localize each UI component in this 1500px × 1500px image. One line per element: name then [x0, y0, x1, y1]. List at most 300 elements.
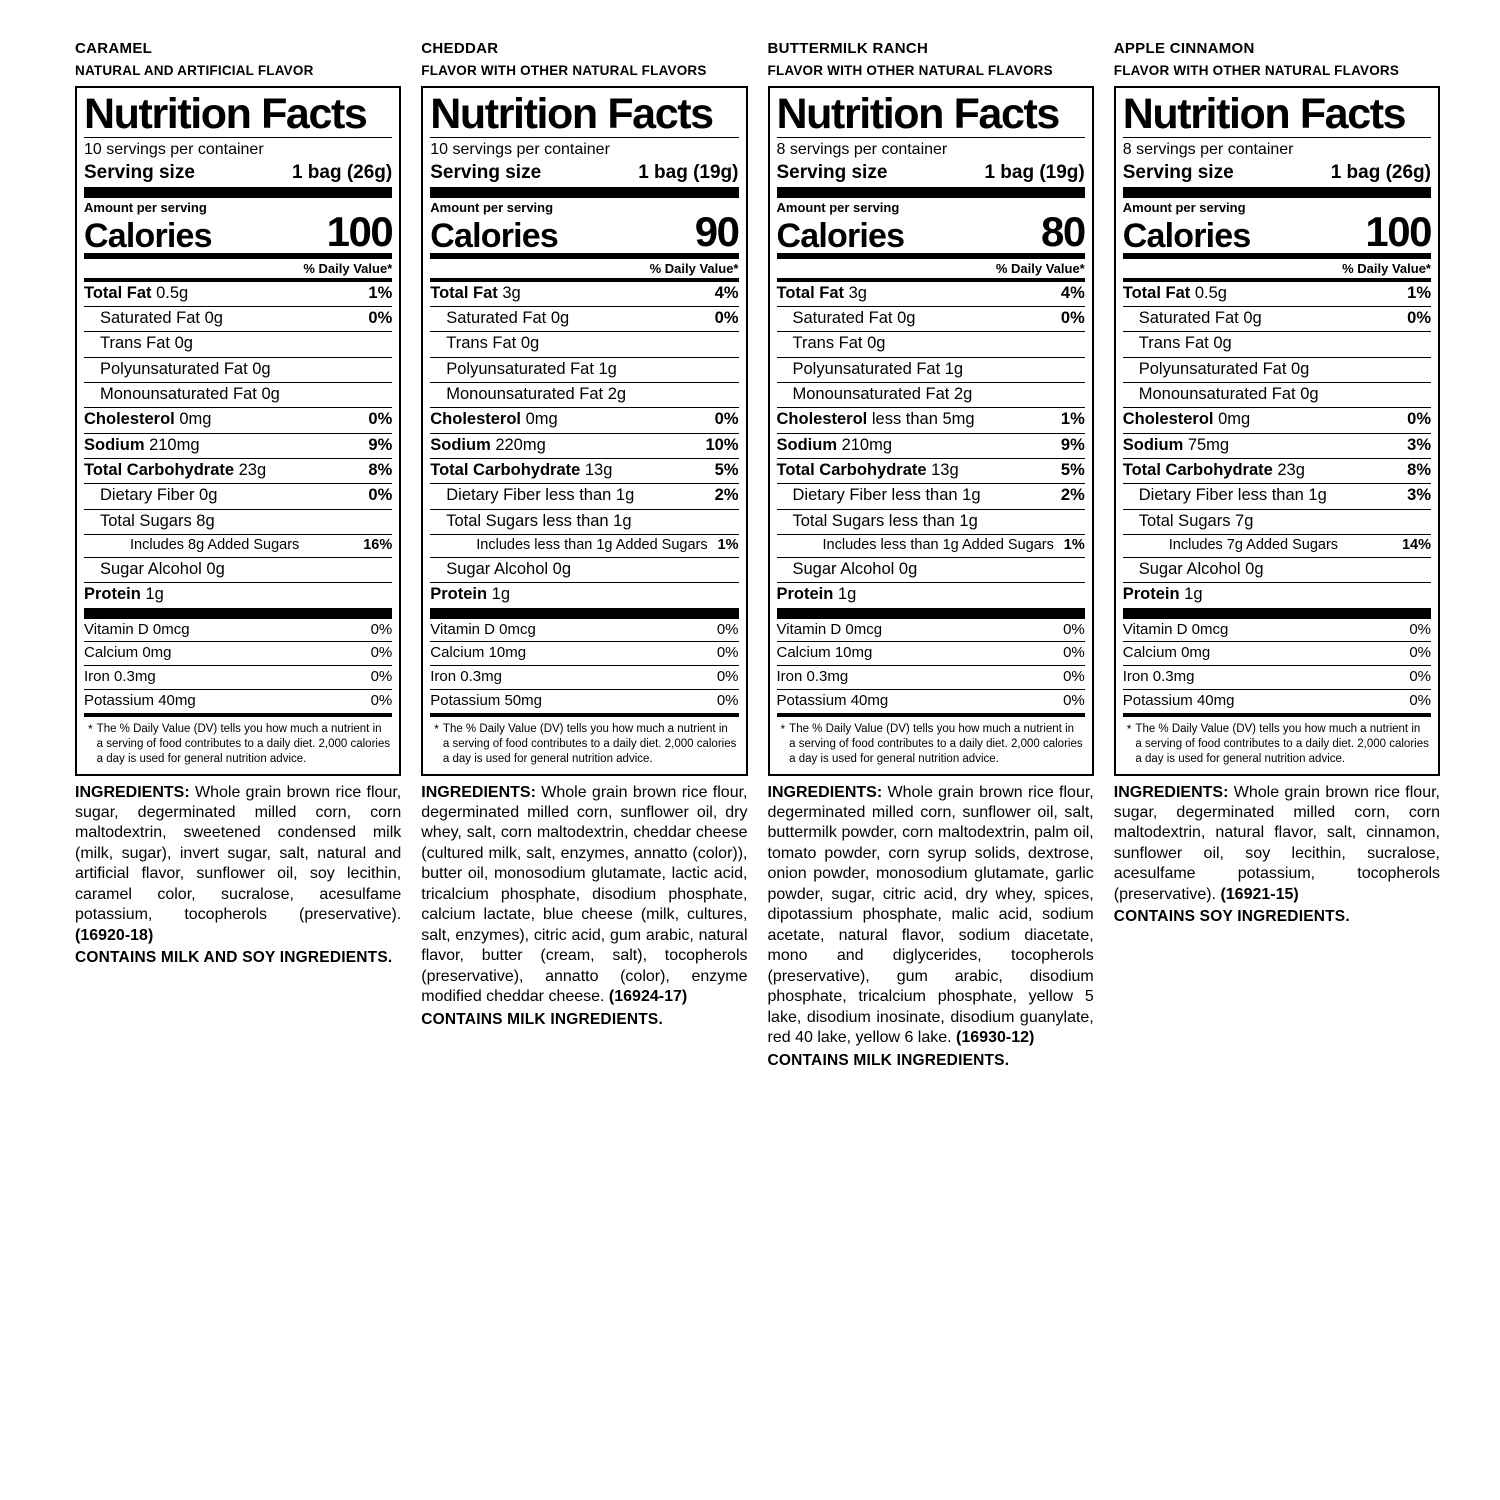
nutrient-name: Polyunsaturated Fat — [792, 359, 941, 378]
vitamin-row — [430, 619, 738, 642]
vitamin-daily-value: 0% — [1063, 668, 1085, 686]
vitamin-row — [777, 665, 1085, 689]
vitamin-label: Iron 0.3mg — [430, 668, 502, 686]
nutrient-row — [84, 534, 392, 557]
nutrient-daily-value: 4% — [714, 283, 739, 302]
serving-size-row — [430, 161, 738, 187]
nutrient-name: Protein — [84, 585, 141, 604]
nutrient-row — [777, 557, 1085, 582]
nutrient-amount: 0g — [199, 309, 223, 328]
daily-value-header: % Daily Value* — [649, 260, 739, 276]
calories-value: 100 — [1365, 207, 1431, 255]
nutrient-amount: 0g — [1286, 359, 1310, 378]
nutrient-name: Sodium — [430, 435, 491, 454]
vitamin-daily-value: 0% — [1063, 691, 1085, 709]
divider-thick — [430, 187, 738, 198]
ingredients-block — [421, 783, 747, 1008]
ingredients-text: Whole grain brown rice flour, sugar, degerminated milled corn, corn maltodextrin, natural flavor, salt, cinnamon, sunflower oil, soy lecithin, sucralose, acesulfame potassium, tocopherols (preservative). — [1113, 783, 1440, 903]
nutrient-row — [430, 331, 738, 356]
vitamin-daily-value: 0% — [1409, 644, 1431, 662]
nutrient-row — [1123, 534, 1431, 557]
calories-label: Calories — [84, 216, 212, 255]
serving-size-value: 1 bag (19g) — [638, 161, 739, 183]
nutrient-label — [777, 310, 922, 327]
calories-value: 100 — [326, 207, 393, 255]
nutrient-label — [84, 335, 199, 352]
vitamin-row — [777, 619, 1085, 642]
nutrient-amount: 0g — [1240, 560, 1264, 579]
nutrient-name: Includes less than 1g Added Sugars — [476, 536, 708, 553]
nutrient-daily-value: 8% — [1407, 460, 1431, 479]
nutrient-daily-value: 3% — [1407, 435, 1431, 454]
nutrient-amount: 0g — [516, 334, 540, 353]
nutrient-amount: 23g — [1272, 460, 1305, 479]
contains-statement: CONTAINS MILK AND SOY INGREDIENTS. — [75, 949, 393, 967]
nutrient-name: Trans Fat — [792, 334, 863, 353]
nutrient-amount: 1g — [487, 585, 511, 604]
nutrition-panel — [75, 40, 401, 967]
asterisk-icon: * — [434, 721, 439, 736]
nutrient-name: Total Fat — [776, 283, 845, 302]
nutrient-amount: 1g — [833, 585, 857, 604]
nutrient-amount: 0g — [1295, 385, 1319, 403]
ingredients-block — [75, 783, 401, 947]
nutrient-amount: less than 1g — [540, 486, 635, 505]
vitamin-daily-value: 0% — [716, 620, 739, 638]
serving-size-label: Serving size — [430, 161, 542, 183]
nutrient-name: Sodium — [776, 435, 837, 454]
vitamin-row — [84, 665, 392, 689]
nutrient-daily-value: 0% — [368, 486, 393, 505]
nutrient-label — [430, 561, 577, 578]
vitamin-daily-value: 0% — [1409, 620, 1431, 638]
nutrient-row — [84, 357, 392, 382]
footnote-text: The % Daily Value (DV) tells you how much a nutrient in a serving of food contributes to a daily diet. 2,000 calories a day is used for general nutrition advice. — [96, 722, 391, 765]
daily-value-footnote — [84, 717, 392, 770]
nutrient-daily-value: 0% — [368, 410, 393, 429]
nutrient-label — [84, 561, 231, 578]
nutrient-daily-value: 14% — [1401, 536, 1431, 553]
footnote-text: The % Daily Value (DV) tells you how much a nutrient in a serving of food contributes to a daily diet. 2,000 calories a day is used for general nutrition advice. — [442, 722, 737, 765]
contains-statement: CONTAINS MILK INGREDIENTS. — [421, 1010, 663, 1028]
nutrient-label — [430, 487, 640, 504]
nutrient-row — [430, 509, 738, 534]
nutrient-row — [1123, 357, 1431, 382]
vitamin-row — [777, 641, 1085, 665]
ingredients-code: (16920-18) — [75, 926, 154, 944]
nutrient-name: Sodium — [1122, 435, 1184, 454]
nutrient-daily-value: 1% — [717, 536, 739, 553]
flavor-subtitle: FLAVOR WITH OTHER NATURAL FLAVORS — [767, 62, 1053, 78]
flavor-subtitle: NATURAL AND ARTIFICIAL FLAVOR — [75, 62, 314, 78]
nutrient-label — [777, 285, 873, 302]
ingredients-code: (16930-12) — [956, 1029, 1035, 1047]
daily-value-header: % Daily Value* — [995, 260, 1085, 276]
nutrient-name: Trans Fat — [1138, 334, 1209, 353]
nutrient-label — [1123, 361, 1316, 378]
nutrient-row — [84, 433, 392, 458]
nutrient-label — [430, 335, 545, 352]
nutrient-label — [777, 538, 1060, 553]
ingredients-text: Whole grain brown rice flour, sugar, degerminated milled corn, corn maltodextrin, sweetened condensed milk (milk, sugar), invert sugar, salt, natural and artificial flavor, sunflower oil, soy lecithin, caramel color, sucralose, acesulfame potassium, tocopherols (preservative). — [75, 783, 402, 924]
nutrient-name: Polyunsaturated Fat — [1138, 359, 1287, 378]
contains-statement: CONTAINS SOY INGREDIENTS. — [1113, 908, 1350, 926]
nutrient-name: Sugar Alcohol — [792, 560, 895, 579]
nutrient-daily-value: 0% — [1060, 309, 1085, 328]
nutrient-row — [1123, 458, 1431, 483]
vitamin-daily-value: 0% — [716, 644, 739, 662]
serving-size-label: Serving size — [776, 161, 888, 183]
asterisk-icon: * — [780, 721, 786, 736]
nutrient-name: Total Fat — [1122, 283, 1191, 302]
daily-value-footnote — [777, 717, 1085, 770]
vitamin-label: Potassium 40mg — [776, 691, 889, 709]
nutrient-daily-value: 0% — [1407, 309, 1431, 328]
vitamin-label: Potassium 40mg — [84, 691, 196, 709]
nutrient-row — [430, 458, 738, 483]
nutrient-amount: 7g — [1230, 511, 1254, 530]
nutrient-name: Dietary Fiber — [446, 486, 541, 505]
nutrient-daily-value: 5% — [714, 460, 739, 479]
vitamin-label: Vitamin D 0mcg — [84, 620, 190, 638]
nutrient-name: Protein — [1122, 585, 1180, 604]
vitamin-label: Vitamin D 0mcg — [430, 620, 536, 638]
vitamin-label: Vitamin D 0mcg — [1122, 620, 1229, 638]
nutrient-amount: 220mg — [490, 435, 546, 454]
nutrient-amount: 23g — [234, 460, 267, 479]
amount-per-serving-label: Amount per serving — [430, 199, 554, 215]
nutrient-name: Total Sugars — [446, 511, 538, 530]
nutrient-name: Sugar Alcohol — [446, 560, 549, 579]
nutrient-amount: less than 1g — [884, 511, 978, 530]
serving-size-row — [777, 161, 1085, 187]
nutrient-name: Monounsaturated Fat — [446, 385, 604, 403]
nutrient-row — [1123, 331, 1431, 356]
nutrient-daily-value: 0% — [714, 309, 739, 328]
nutrient-daily-value: 3% — [1407, 486, 1431, 505]
nutrient-amount: 13g — [926, 460, 959, 479]
vitamin-daily-value: 0% — [370, 644, 393, 662]
nutrition-facts-title: Nutrition Facts — [776, 89, 1059, 138]
ingredients-block — [1114, 783, 1440, 906]
nutrition-facts-title: Nutrition Facts — [430, 89, 713, 138]
vitamin-row — [1123, 619, 1431, 642]
vitamin-row — [430, 665, 738, 689]
nutrient-amount: 2g — [603, 385, 627, 403]
nutrient-label — [84, 586, 170, 603]
ingredients-heading: INGREDIENTS: — [75, 783, 195, 801]
vitamin-daily-value: 0% — [370, 691, 393, 709]
vitamin-daily-value: 0% — [716, 691, 739, 709]
nutrient-name: Cholesterol — [84, 410, 175, 429]
nutrient-amount: 0g — [894, 560, 918, 579]
nutrient-row — [430, 357, 738, 382]
vitamin-daily-value: 0% — [1409, 668, 1431, 686]
nutrient-daily-value: 1% — [368, 283, 393, 302]
ingredients-heading: INGREDIENTS: — [767, 783, 888, 801]
nutrition-panel — [421, 40, 747, 1029]
nutrient-amount: 0g — [247, 359, 271, 378]
vitamin-row — [84, 689, 392, 713]
nutrition-facts-box — [1114, 86, 1440, 776]
nutrient-row — [777, 357, 1085, 382]
nutrient-label — [1123, 310, 1268, 327]
nutrient-amount: less than 1g — [537, 511, 632, 530]
ingredients-text: Whole grain brown rice flour, degerminated milled corn, sunflower oil, dry whey, salt, corn maltodextrin, cheddar cheese (cultured milk, salt, enzymes, annatto (color)), butter oil, monosodium glutamate, lactic acid, tricalcium phosphate, disodium phosphate, calcium lactate, blue cheese (milk, cultures, salt, enzymes), citric acid, gum arabic, natural flavor, butter (cream, salt), tocopherols (preservative), annatto (color), enzyme modified cheddar cheese. — [421, 783, 748, 1006]
ingredients-heading: INGREDIENTS: — [421, 783, 542, 801]
nutrient-name: Polyunsaturated Fat — [100, 359, 248, 378]
contains-statement: CONTAINS MILK INGREDIENTS. — [767, 1051, 1010, 1069]
nutrient-amount: less than 5mg — [867, 410, 975, 429]
calories-label: Calories — [1122, 216, 1251, 255]
vitamin-label: Calcium 0mg — [84, 644, 172, 662]
nutrient-name: Monounsaturated Fat — [100, 385, 257, 403]
nutrient-daily-value: 9% — [1060, 435, 1085, 454]
nutrient-label — [777, 462, 965, 479]
nutrient-row — [430, 433, 738, 458]
vitamin-label: Calcium 10mg — [430, 644, 527, 662]
nutrient-name: Includes less than 1g Added Sugars — [822, 536, 1054, 553]
vitamin-label: Calcium 10mg — [776, 644, 873, 662]
serving-size-row — [84, 161, 392, 187]
calories-value: 80 — [1041, 207, 1085, 255]
nutrient-name: Protein — [776, 585, 834, 604]
nutrient-label — [777, 487, 987, 504]
flavor-name: CARAMEL — [75, 40, 153, 57]
nutrient-label — [430, 411, 563, 428]
nutrient-name: Dietary Fiber — [1138, 486, 1234, 505]
nutrient-name: Total Carbohydrate — [430, 460, 581, 479]
vitamin-daily-value: 0% — [1409, 691, 1431, 709]
nutrient-row — [1123, 407, 1431, 432]
nutrient-row — [430, 278, 738, 306]
nutrient-daily-value: 0% — [714, 410, 739, 429]
nutrient-label — [777, 437, 899, 454]
nutrient-row — [84, 483, 392, 508]
nutrient-row — [1123, 557, 1431, 582]
nutrient-label — [430, 586, 516, 603]
nutrient-row — [1123, 433, 1431, 458]
nutrient-row — [430, 582, 738, 607]
nutrient-row — [777, 483, 1085, 508]
calories-value: 90 — [694, 207, 739, 255]
nutrient-amount: 0g — [546, 309, 570, 328]
servings-per-container: 8 servings per container — [776, 140, 948, 158]
nutrient-label — [1123, 437, 1235, 454]
divider-thick — [84, 608, 392, 619]
nutrient-name: Trans Fat — [446, 334, 517, 353]
vitamin-daily-value: 0% — [370, 620, 393, 638]
nutrient-amount: 0g — [201, 560, 225, 579]
divider-thick — [1123, 608, 1431, 619]
nutrient-row — [1123, 382, 1431, 407]
nutrient-name: Saturated Fat — [1138, 309, 1239, 328]
nutrient-label — [1123, 411, 1256, 428]
vitamin-label: Calcium 0mg — [1122, 644, 1211, 662]
nutrient-daily-value: 1% — [1407, 283, 1431, 302]
nutrition-facts-box — [421, 86, 747, 776]
nutrient-label — [1123, 586, 1209, 603]
nutrient-amount: 0g — [1238, 309, 1262, 328]
nutrient-row — [777, 509, 1085, 534]
asterisk-icon: * — [1126, 721, 1132, 736]
vitamin-daily-value: 0% — [1063, 644, 1085, 662]
serving-size-row — [1123, 161, 1431, 187]
nutrient-label — [777, 561, 924, 578]
nutrient-amount: 1g — [140, 585, 164, 604]
nutrient-label — [1123, 513, 1260, 530]
nutrient-name: Cholesterol — [1122, 410, 1214, 429]
nutrient-label — [1123, 386, 1325, 403]
nutrient-label — [430, 538, 713, 553]
flavor-subtitle: FLAVOR WITH OTHER NATURAL FLAVORS — [1113, 62, 1400, 78]
nutrient-amount: 0g — [548, 560, 572, 579]
nutrient-row — [777, 331, 1085, 356]
nutrient-label — [84, 487, 223, 504]
nutrient-amount: 3g — [497, 283, 521, 302]
nutrient-row — [1123, 509, 1431, 534]
nutrient-amount: 0g — [194, 486, 218, 505]
nutrient-amount: 0mg — [174, 410, 212, 429]
nutrient-row — [777, 458, 1085, 483]
nutrient-name: Protein — [430, 585, 488, 604]
nutrient-label — [430, 462, 618, 479]
nutrition-facts-title: Nutrition Facts — [84, 89, 367, 138]
nutrient-name: Total Carbohydrate — [1122, 460, 1273, 479]
nutrient-label — [84, 462, 272, 479]
nutrient-amount: less than 1g — [1233, 486, 1327, 505]
nutrient-label — [84, 538, 305, 553]
daily-value-header: % Daily Value* — [303, 260, 393, 276]
nutrient-amount: less than 1g — [886, 486, 981, 505]
nutrient-amount: 0g — [892, 309, 916, 328]
nutrient-amount: 3g — [844, 283, 867, 302]
nutrient-name: Cholesterol — [430, 410, 522, 429]
nutrient-amount: 75mg — [1183, 435, 1230, 454]
servings-per-container: 10 servings per container — [430, 140, 610, 158]
nutrient-amount: 0.5g — [1190, 283, 1227, 302]
nutrient-amount: 0g — [1208, 334, 1232, 353]
nutrient-row — [1123, 278, 1431, 306]
nutrient-row — [430, 382, 738, 407]
nutrient-row — [430, 407, 738, 432]
nutrient-daily-value: 10% — [705, 435, 739, 454]
flavor-subtitle: FLAVOR WITH OTHER NATURAL FLAVORS — [421, 62, 707, 78]
nutrient-daily-value: 0% — [1407, 410, 1431, 429]
nutrient-daily-value: 9% — [368, 435, 393, 454]
nutrient-amount: 1g — [593, 359, 617, 378]
footnote-text: The % Daily Value (DV) tells you how much a nutrient in a serving of food contributes to a daily diet. 2,000 calories a day is used for general nutrition advice. — [789, 722, 1083, 765]
nutrition-facts-box — [768, 86, 1094, 776]
nutrient-row — [84, 407, 392, 432]
vitamin-label: Vitamin D 0mcg — [776, 620, 883, 638]
nutrient-row — [777, 382, 1085, 407]
vitamin-label: Iron 0.3mg — [84, 668, 156, 686]
daily-value-header: % Daily Value* — [1342, 260, 1431, 276]
nutrient-label — [777, 513, 984, 530]
nutrient-name: Includes 8g Added Sugars — [130, 536, 300, 553]
servings-per-container: 10 servings per container — [84, 140, 264, 158]
amount-per-serving-label: Amount per serving — [776, 199, 900, 215]
nutrient-label — [84, 411, 217, 428]
nutrient-row — [84, 382, 392, 407]
nutrient-label — [777, 411, 981, 428]
vitamin-row — [430, 689, 738, 713]
nutrient-row — [430, 557, 738, 582]
nutrition-panel — [1114, 40, 1440, 926]
nutrient-row — [84, 306, 392, 331]
nutrient-name: Total Fat — [430, 283, 498, 302]
nutrient-row — [777, 278, 1085, 306]
vitamin-row — [1123, 665, 1431, 689]
nutrient-row — [84, 557, 392, 582]
nutrient-label — [430, 386, 632, 403]
nutrient-amount: 210mg — [144, 435, 200, 454]
divider-thick — [84, 187, 392, 198]
ingredients-code: (16921-15) — [1220, 885, 1299, 903]
nutrient-label — [1123, 462, 1311, 479]
nutrient-amount: 0mg — [1213, 410, 1251, 429]
nutrient-name: Includes 7g Added Sugars — [1168, 536, 1339, 553]
nutrient-name: Sodium — [84, 435, 145, 454]
asterisk-icon: * — [88, 721, 93, 736]
flavor-name: CHEDDAR — [421, 40, 499, 57]
ingredients-heading: INGREDIENTS: — [1113, 783, 1234, 801]
ingredients-code: (16924-17) — [608, 988, 688, 1006]
vitamin-row — [1123, 641, 1431, 665]
nutrient-row — [84, 458, 392, 483]
nutrient-daily-value: 4% — [1060, 283, 1085, 302]
nutrient-row — [777, 582, 1085, 607]
nutrient-daily-value: 8% — [368, 460, 393, 479]
divider-thick — [1123, 187, 1431, 198]
vitamin-daily-value: 0% — [716, 668, 739, 686]
divider-thick — [777, 187, 1085, 198]
nutrition-facts-title: Nutrition Facts — [1122, 89, 1406, 138]
footnote-text: The % Daily Value (DV) tells you how much a nutrient in a serving of food contributes to a daily diet. 2,000 calories a day is used for general nutrition advice. — [1135, 722, 1429, 765]
serving-size-value: 1 bag (19g) — [984, 161, 1085, 183]
nutrient-row — [84, 582, 392, 607]
ingredients-text: Whole grain brown rice flour, degerminated milled corn, sunflower oil, salt, buttermilk powder, corn maltodextrin, palm oil, tomato powder, corn syrup solids, dextrose, onion powder, monosodium glutamate, garlic powder, sugar, citric acid, dry whey, spices, dipotassium phosphate, malic acid, sodium acetate, natural flavor, sodium diacetate, mono and diglycerides, tocopherols (preservative), gum arabic, disodium phosphate, tricalcium phosphate, yellow 5 lake, disodium inosinate, disodium guanylate, red 40 lake, yellow 6 lake. — [767, 783, 1094, 1047]
amount-per-serving-label: Amount per serving — [84, 199, 207, 215]
nutrient-daily-value: 1% — [1063, 536, 1085, 553]
nutrient-label — [84, 386, 286, 403]
nutrient-row — [777, 407, 1085, 432]
nutrient-daily-value: 0% — [368, 309, 393, 328]
nutrient-daily-value: 1% — [1060, 410, 1085, 429]
nutrient-row — [84, 509, 392, 534]
nutrient-amount: 1g — [1179, 585, 1203, 604]
nutrient-amount: 0mg — [521, 410, 558, 429]
nutrient-name: Monounsaturated Fat — [1138, 385, 1296, 403]
nutrient-name: Total Carbohydrate — [776, 460, 927, 479]
nutrient-row — [777, 534, 1085, 557]
nutrient-row — [430, 483, 738, 508]
nutrient-label — [84, 513, 221, 530]
nutrition-panel — [768, 40, 1094, 1070]
nutrient-amount: 210mg — [837, 435, 893, 454]
flavor-name: APPLE CINNAMON — [1113, 40, 1255, 57]
nutrient-name: Cholesterol — [776, 410, 868, 429]
servings-per-container: 8 servings per container — [1122, 140, 1294, 158]
nutrient-name: Saturated Fat — [792, 309, 893, 328]
nutrient-name: Total Sugars — [100, 511, 192, 530]
nutrient-row — [1123, 483, 1431, 508]
nutrient-name: Total Sugars — [1138, 511, 1231, 530]
nutrient-row — [84, 278, 392, 306]
nutrient-label — [1123, 561, 1270, 578]
nutrient-label — [777, 335, 892, 352]
